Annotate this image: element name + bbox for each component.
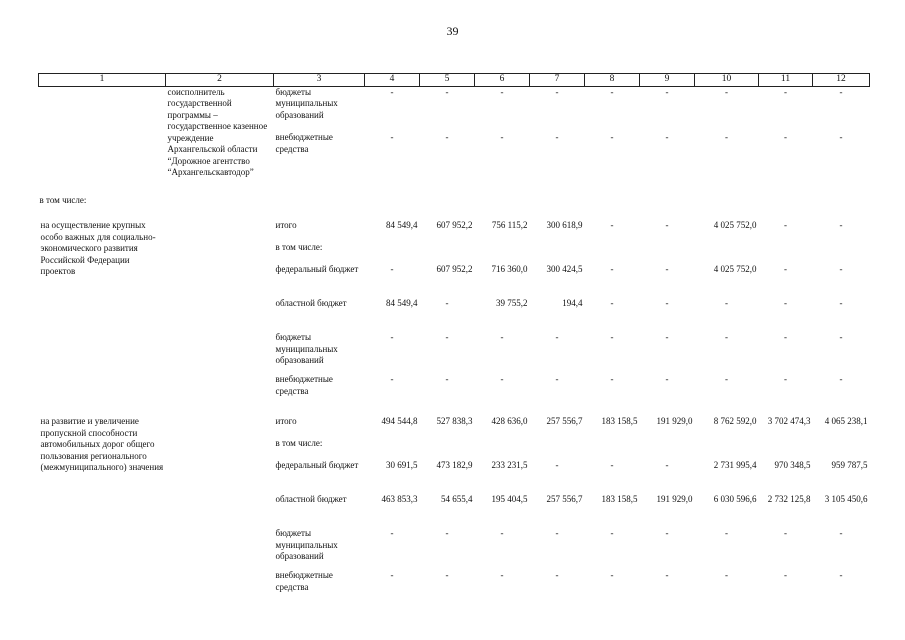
funding-source: федеральный бюджет <box>275 460 359 470</box>
value-cell: - <box>610 460 614 470</box>
section-label: в том числе: <box>39 194 87 205</box>
value-cell: - <box>500 528 504 538</box>
value-cell: 3 702 474,3 <box>767 416 811 426</box>
value-cell: 4 025 752,0 <box>713 264 757 274</box>
value-cell <box>475 242 530 264</box>
value-cell: - <box>555 374 559 384</box>
funding-source: внебюджетные средства <box>275 374 333 396</box>
value-cell <box>640 438 695 460</box>
value-cell <box>813 242 870 264</box>
value-cell: - <box>610 298 614 308</box>
value-cell: 527 838,3 <box>436 416 473 426</box>
value-cell: - <box>839 374 843 384</box>
value-cell: - <box>555 460 559 470</box>
table-row <box>39 416 870 438</box>
value-cell: - <box>555 132 559 142</box>
value-cell: - <box>610 570 614 580</box>
spacer-cell <box>39 408 870 416</box>
header-cell: 1 <box>39 74 166 87</box>
funding-source: бюджеты муниципальных образований <box>275 332 338 365</box>
value-cell: - <box>390 570 394 580</box>
value-cell <box>695 242 759 264</box>
value-cell: - <box>784 528 787 538</box>
value-cell: 84 549,4 <box>386 220 418 230</box>
spacer-row <box>39 212 870 220</box>
budget-table <box>38 73 870 604</box>
value-cell: - <box>725 332 728 342</box>
value-cell: - <box>839 86 843 97</box>
header-cell: 3 <box>274 74 365 87</box>
value-cell: - <box>784 332 787 342</box>
table-row <box>39 86 870 132</box>
funding-source: в том числе: <box>275 242 323 252</box>
executor-cell: соисполнитель государственной программы – государственное казенное учреждение Архангельской области “Дорожное агентство “Архангельскавтодор” <box>167 86 268 177</box>
value-cell: - <box>445 86 449 97</box>
value-cell: 473 182,9 <box>436 460 473 470</box>
header-row <box>39 74 870 87</box>
value-cell: - <box>445 298 449 308</box>
funding-source: итого <box>275 416 297 426</box>
funding-source: областной бюджет <box>275 298 347 308</box>
value-cell: - <box>610 264 614 274</box>
value-cell <box>420 438 475 460</box>
value-cell: 257 556,7 <box>546 494 583 504</box>
value-cell: 756 115,2 <box>491 220 528 230</box>
value-cell: - <box>500 86 504 97</box>
value-cell: - <box>555 570 559 580</box>
funding-source: внебюджетные средства <box>275 132 333 154</box>
value-cell <box>585 438 640 460</box>
value-cell: - <box>784 570 787 580</box>
value-cell: 8 762 592,0 <box>713 416 757 426</box>
value-cell: 2 732 125,8 <box>767 494 811 504</box>
value-cell: - <box>390 332 394 342</box>
value-cell: - <box>390 264 394 274</box>
value-cell: 494 544,8 <box>381 416 418 426</box>
page-number: 39 <box>446 24 459 38</box>
value-cell: 300 618,9 <box>546 220 583 230</box>
value-cell: 194,4 <box>562 298 583 308</box>
value-cell: 428 636,0 <box>491 416 528 426</box>
spacer-cell <box>39 212 870 220</box>
value-cell: - <box>610 132 614 142</box>
header-cell: 11 <box>759 74 813 87</box>
table-body <box>39 86 870 604</box>
value-cell <box>365 438 420 460</box>
value-cell: - <box>784 220 787 230</box>
value-cell: 30 691,5 <box>386 460 418 470</box>
value-cell: - <box>725 374 728 384</box>
value-cell: - <box>610 528 614 538</box>
header-cell: 4 <box>365 74 420 87</box>
funding-source: областной бюджет <box>275 494 347 504</box>
value-cell: 716 360,0 <box>491 264 528 274</box>
value-cell: - <box>500 132 504 142</box>
value-cell: - <box>610 332 614 342</box>
value-cell: - <box>665 528 669 538</box>
value-cell: 4 025 752,0 <box>713 220 757 230</box>
value-cell: 6 030 596,6 <box>713 494 757 504</box>
funding-source: в том числе: <box>275 438 323 448</box>
value-cell: 233 231,5 <box>491 460 528 470</box>
value-cell: 970 348,5 <box>774 460 811 470</box>
funding-source: итого <box>275 220 297 230</box>
value-cell: - <box>665 332 669 342</box>
value-cell <box>759 438 813 460</box>
value-cell: 39 755,2 <box>496 298 528 308</box>
value-cell: - <box>500 374 504 384</box>
funding-source: бюджеты муниципальных образований <box>275 86 338 120</box>
section-label: на осуществление крупных особо важных для социально-экономического развития Российской Федерации проектов <box>40 220 156 276</box>
value-cell: - <box>839 528 843 538</box>
value-cell: - <box>665 460 669 470</box>
table-row <box>39 220 870 242</box>
funding-source: бюджеты муниципальных образований <box>275 528 338 561</box>
value-cell: - <box>784 298 787 308</box>
value-cell: - <box>445 132 449 142</box>
header-cell: 9 <box>640 74 695 87</box>
executor-cell <box>166 416 274 604</box>
value-cell <box>530 242 585 264</box>
value-cell: 4 065 238,1 <box>824 416 868 426</box>
funding-source: внебюджетные средства <box>275 570 333 592</box>
executor-cell <box>166 220 274 408</box>
value-cell <box>813 438 870 460</box>
value-cell: - <box>784 86 787 97</box>
value-cell: - <box>390 528 394 538</box>
section-label: на развитие и увеличение пропускной способности автомобильных дорог общего пользования регионального (межмуниципального) значения <box>40 416 164 472</box>
header-cell: 7 <box>530 74 585 87</box>
value-cell: - <box>665 264 669 274</box>
value-cell: 183 158,5 <box>601 416 638 426</box>
value-cell: - <box>839 220 843 230</box>
spacer-row <box>39 408 870 416</box>
value-cell: - <box>665 220 669 230</box>
value-cell: - <box>665 298 669 308</box>
value-cell: 300 424,5 <box>546 264 583 274</box>
value-cell: - <box>665 132 669 142</box>
value-cell: - <box>500 332 504 342</box>
value-cell: - <box>839 132 843 142</box>
value-cell: - <box>610 374 614 384</box>
value-cell <box>365 242 420 264</box>
header-cell: 8 <box>585 74 640 87</box>
value-cell: 959 787,5 <box>831 460 868 470</box>
value-cell: - <box>390 132 394 142</box>
value-cell: - <box>390 86 394 97</box>
header-cell: 5 <box>420 74 475 87</box>
value-cell: - <box>665 86 669 97</box>
value-cell: - <box>555 332 559 342</box>
value-cell: - <box>725 86 728 97</box>
value-cell: 183 158,5 <box>601 494 638 504</box>
header-cell: 2 <box>166 74 274 87</box>
value-cell: 191 929,0 <box>656 416 693 426</box>
value-cell: - <box>555 528 559 538</box>
value-cell: - <box>610 220 614 230</box>
value-cell: 191 929,0 <box>656 494 693 504</box>
value-cell: - <box>784 374 787 384</box>
value-cell: 3 105 450,6 <box>824 494 868 504</box>
value-cell: - <box>784 132 787 142</box>
value-cell <box>695 438 759 460</box>
value-cell <box>759 242 813 264</box>
value-cell <box>585 242 640 264</box>
value-cell <box>420 242 475 264</box>
header-cell: 6 <box>475 74 530 87</box>
value-cell: 607 952,2 <box>436 264 473 274</box>
header-cell: 10 <box>695 74 759 87</box>
value-cell: - <box>500 570 504 580</box>
value-cell: - <box>390 374 394 384</box>
value-cell: - <box>839 332 843 342</box>
value-cell: - <box>725 570 728 580</box>
value-cell: - <box>839 298 843 308</box>
value-cell: - <box>445 528 449 538</box>
value-cell: - <box>445 570 449 580</box>
value-cell: - <box>725 298 728 308</box>
value-cell <box>475 438 530 460</box>
value-cell: - <box>839 264 843 274</box>
value-cell: - <box>445 374 449 384</box>
value-cell: 2 731 995,4 <box>713 460 757 470</box>
value-cell: - <box>725 132 728 142</box>
value-cell: 84 549,4 <box>386 298 418 308</box>
value-cell: 607 952,2 <box>436 220 473 230</box>
value-cell <box>640 242 695 264</box>
value-cell: 54 655,4 <box>441 494 473 504</box>
value-cell: 195 404,5 <box>491 494 528 504</box>
value-cell: - <box>725 528 728 538</box>
value-cell: - <box>839 570 843 580</box>
value-cell: - <box>784 264 787 274</box>
header-cell: 12 <box>813 74 870 87</box>
value-cell: - <box>555 86 559 97</box>
value-cell: 257 556,7 <box>546 416 583 426</box>
funding-source: федеральный бюджет <box>275 264 359 274</box>
value-cell <box>530 438 585 460</box>
value-cell: - <box>445 332 449 342</box>
value-cell: - <box>665 374 669 384</box>
value-cell: - <box>610 86 614 97</box>
value-cell: 463 853,3 <box>381 494 418 504</box>
value-cell: - <box>665 570 669 580</box>
